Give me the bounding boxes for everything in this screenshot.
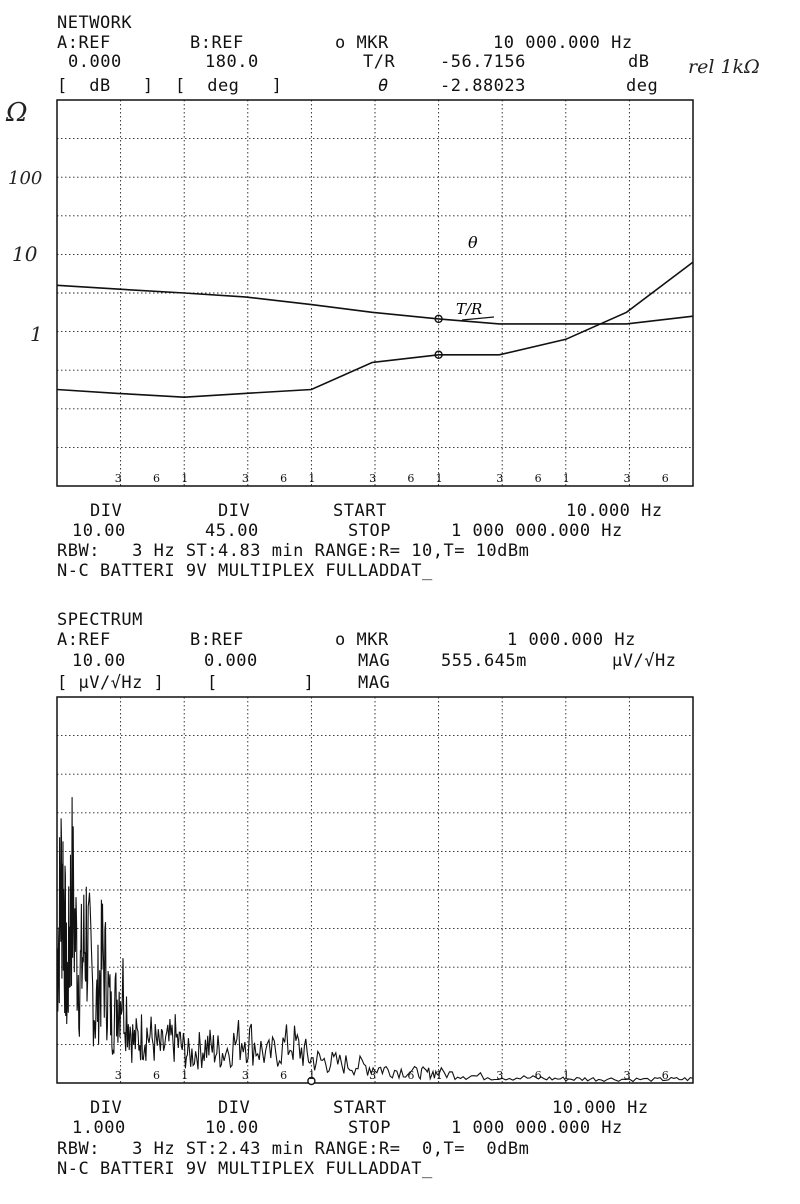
network-tr-unit: dB <box>628 52 650 72</box>
spectrum-a-ref-value: 10.00 <box>72 651 126 671</box>
spectrum-mag-label: MAG <box>358 651 391 671</box>
spectrum-start-value: 10.000 Hz <box>552 1098 649 1118</box>
network-mkr-label: o MKR <box>335 33 389 53</box>
network-b-ref-label: B:REF <box>190 33 244 53</box>
network-theta-unit: deg <box>626 76 659 96</box>
spectrum-div-a-label: DIV <box>90 1098 123 1118</box>
network-tr-trace-label: T/R <box>456 300 483 318</box>
spectrum-mag-value: 555.645m <box>441 651 527 671</box>
network-stop-value: 1 000 000.000 Hz <box>451 521 623 541</box>
spectrum-mag-trace <box>57 797 693 1081</box>
network-rbw-line: RBW: 3 Hz ST:4.83 min RANGE:R= 10,T= 10dBm <box>57 541 530 561</box>
network-div-a-value: 10.00 <box>72 521 126 541</box>
decade-tick-label: 6 <box>407 1069 415 1082</box>
decade-tick-label: 3 <box>114 472 122 485</box>
decade-tick-label: 1 <box>308 1069 316 1082</box>
decade-tick-label: 1 <box>435 472 443 485</box>
network-rel-note: rel 1kΩ <box>688 56 760 78</box>
decade-tick-label: 3 <box>623 1069 631 1082</box>
decade-tick-label: 6 <box>280 472 288 485</box>
network-start-value: 10.000 Hz <box>566 501 663 521</box>
decade-tick-label: 1 <box>308 472 316 485</box>
network-div-b-value: 45.00 <box>205 521 259 541</box>
margin-100-note: 100 <box>8 168 43 189</box>
decade-tick-label: 1 <box>562 1069 570 1082</box>
decade-tick-label: 3 <box>114 1069 122 1082</box>
decade-tick-label: 3 <box>623 472 631 485</box>
decade-tick-label: 3 <box>241 472 249 485</box>
spectrum-a-ref-label: A:REF <box>57 630 111 650</box>
decade-tick-label: 6 <box>152 1069 160 1082</box>
network-title-line: N-C BATTERI 9V MULTIPLEX FULLADDAT_ <box>57 561 433 581</box>
decade-tick-label: 1 <box>435 1069 443 1082</box>
spectrum-div-b-value: 10.00 <box>205 1118 259 1138</box>
network-mkr-freq: 10 000.000 Hz <box>493 33 633 53</box>
spectrum-mag-label-2: MAG <box>358 673 391 693</box>
decade-tick-label: 6 <box>152 472 160 485</box>
margin-10-note: 10 <box>12 242 38 266</box>
spectrum-div-b-label: DIV <box>218 1098 251 1118</box>
spectrum-title-line: N-C BATTERI 9V MULTIPLEX FULLADDAT_ <box>57 1159 433 1179</box>
spectrum-stop-label: STOP <box>348 1118 391 1138</box>
decade-tick-label: 6 <box>280 1069 288 1082</box>
network-start-label: START <box>333 501 387 521</box>
network-b-unit: [ deg ] <box>175 76 283 96</box>
spectrum-b-ref-label: B:REF <box>190 630 244 650</box>
decade-tick-label: 1 <box>562 472 570 485</box>
decade-tick-label: 6 <box>534 472 542 485</box>
network-a-unit: [ dB ] <box>57 76 154 96</box>
decade-tick-label: 1 <box>181 472 189 485</box>
decade-tick-label: 3 <box>241 1069 249 1082</box>
network-title: NETWORK <box>57 13 133 33</box>
network-theta-value: -2.88023 <box>440 76 526 96</box>
decade-tick-label: 6 <box>407 472 415 485</box>
margin-ohm-note: Ω <box>6 98 28 128</box>
spectrum-mag-unit: µV/√Hz <box>612 651 677 671</box>
spectrum-stop-value: 1 000 000.000 Hz <box>451 1118 623 1138</box>
decade-tick-label: 3 <box>369 472 377 485</box>
network-a-ref-value: 0.000 <box>68 52 122 72</box>
spectrum-grid <box>57 697 693 1083</box>
spectrum-title: SPECTRUM <box>57 610 143 630</box>
decade-tick-label: 3 <box>496 1069 504 1082</box>
network-div-a-label: DIV <box>90 501 123 521</box>
spectrum-start-label: START <box>333 1098 387 1118</box>
network-stop-label: STOP <box>348 521 391 541</box>
network-tr-label: T/R <box>363 52 396 72</box>
decade-tick-label: 3 <box>496 472 504 485</box>
spectrum-div-a-value: 1.000 <box>72 1118 126 1138</box>
decade-tick-label: 3 <box>369 1069 377 1082</box>
spectrum-a-unit: [ µV/√Hz ] <box>57 673 165 693</box>
decade-tick-label: 6 <box>661 1069 669 1082</box>
spectrum-b-unit: [ ] <box>207 673 315 693</box>
network-tr-value: -56.7156 <box>440 52 526 72</box>
spectrum-b-ref-value: 0.000 <box>204 651 258 671</box>
network-b-ref-value: 180.0 <box>205 52 259 72</box>
spectrum-mkr-freq: 1 000.000 Hz <box>507 630 636 650</box>
spectrum-decade-ticks <box>115 1069 669 1082</box>
spectrum-rbw-line: RBW: 3 Hz ST:2.43 min RANGE:R= 0,T= 0dBm <box>57 1139 530 1159</box>
decade-tick-label: 6 <box>661 472 669 485</box>
spectrum-mkr-label: o MKR <box>335 630 389 650</box>
network-a-ref-label: A:REF <box>57 33 111 53</box>
network-theta-label: θ <box>378 76 389 96</box>
network-theta-trace-label: θ <box>468 233 478 252</box>
network-div-b-label: DIV <box>218 501 251 521</box>
decade-tick-label: 6 <box>534 1069 542 1082</box>
decade-tick-label: 1 <box>181 1069 189 1082</box>
margin-1-note: 1 <box>30 322 43 346</box>
